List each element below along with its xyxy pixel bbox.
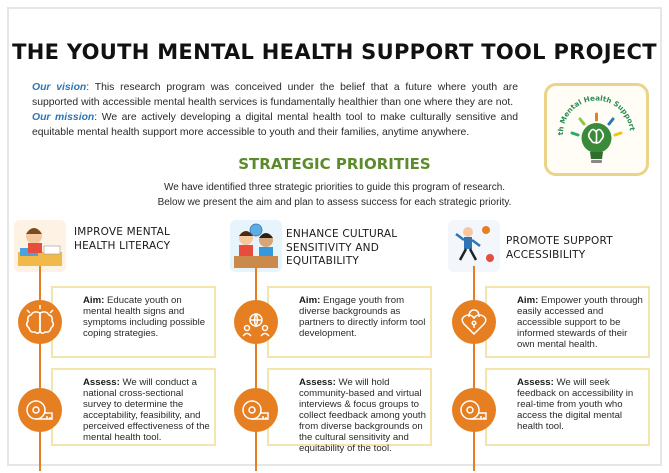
aim-box (485, 286, 650, 358)
aim-box (267, 286, 432, 358)
aim-text: Engage youth from diverse backgrounds as partners to directly inform tool development. (299, 295, 426, 340)
measuring-tape-icon (234, 388, 278, 432)
assess-box (267, 368, 432, 455)
assess-text: We will conduct a national cross-sectional survey to determine the acceptability, feasibility, and perceived effectiveness of the mental health tool. (83, 377, 210, 444)
aim-label: Aim: (517, 295, 539, 306)
mission-label: Our mission (32, 112, 95, 124)
priority-title: PROMOTE SUPPORT ACCESSIBILITY (506, 235, 613, 261)
intro-line-1: We have identified three strategic priorities to guide this program of research. (163, 182, 506, 193)
measuring-tape-icon (18, 388, 62, 432)
priorities-intro (80, 181, 589, 210)
timeline-line (255, 266, 257, 471)
assess-text: We will hold community-based and virtual interviews & focus groups to collect feedback among youth from diverse backgrounds on the cultural sensitivity and equitability of the tool. (299, 377, 426, 455)
priority-column-cultural (228, 216, 438, 471)
assess-label: Assess: (83, 377, 120, 388)
priority-title: ENHANCE CULTURAL SENSITIVITY AND EQUITABILITY (286, 228, 398, 268)
brain-icon (18, 300, 62, 344)
heart-lock-icon (452, 300, 496, 344)
assess-label: Assess: (517, 377, 554, 388)
people-globe-icon (234, 300, 278, 344)
timeline-line (473, 266, 475, 471)
priority-column-accessibility (446, 216, 656, 471)
vision-mission-block (32, 80, 518, 140)
aim-label: Aim: (83, 295, 105, 306)
timeline-line (39, 266, 41, 471)
strategic-priorities-heading: STRATEGIC PRIORITIES (238, 155, 431, 173)
priority-title: IMPROVE MENTAL HEALTH LITERACY (74, 226, 171, 252)
page-title: THE YOUTH MENTAL HEALTH SUPPORT TOOL PROJECT (12, 40, 657, 64)
aim-label: Aim: (299, 295, 321, 306)
assess-box (485, 368, 650, 446)
mission-paragraph (32, 110, 518, 140)
intro-line-2: Below we present the aim and plan to assess success for each strategic priority. (157, 196, 512, 208)
aim-box (51, 286, 216, 358)
vision-paragraph (32, 80, 518, 110)
measuring-tape-icon (452, 388, 496, 432)
aim-text: Educate youth on mental health signs and symptoms including possible coping strategies. (83, 295, 206, 340)
assess-box (51, 368, 216, 446)
logo-text: th Mental Health Support (555, 93, 637, 136)
vision-text: : This research program was conceived under the belief that a future where youth are supported with accessible mental health services is fundamentally healthier than one where they are not. (32, 82, 518, 109)
mission-text: : We are actively developing a digital mental health tool to make culturally sensitive and equitable mental health support more accessible to youth and their families, anytime anywhere. (32, 112, 518, 139)
priority-column-literacy (12, 216, 222, 471)
aim-text: Empower youth through easily accessed and accessible support to be informed stewards of their own mental health. (517, 295, 643, 351)
vision-label: Our vision (32, 82, 87, 93)
assess-label: Assess: (299, 377, 336, 388)
assess-text: We will seek feedback on accessibility in real-time from youth who access the digital mental health tool. (517, 377, 634, 433)
